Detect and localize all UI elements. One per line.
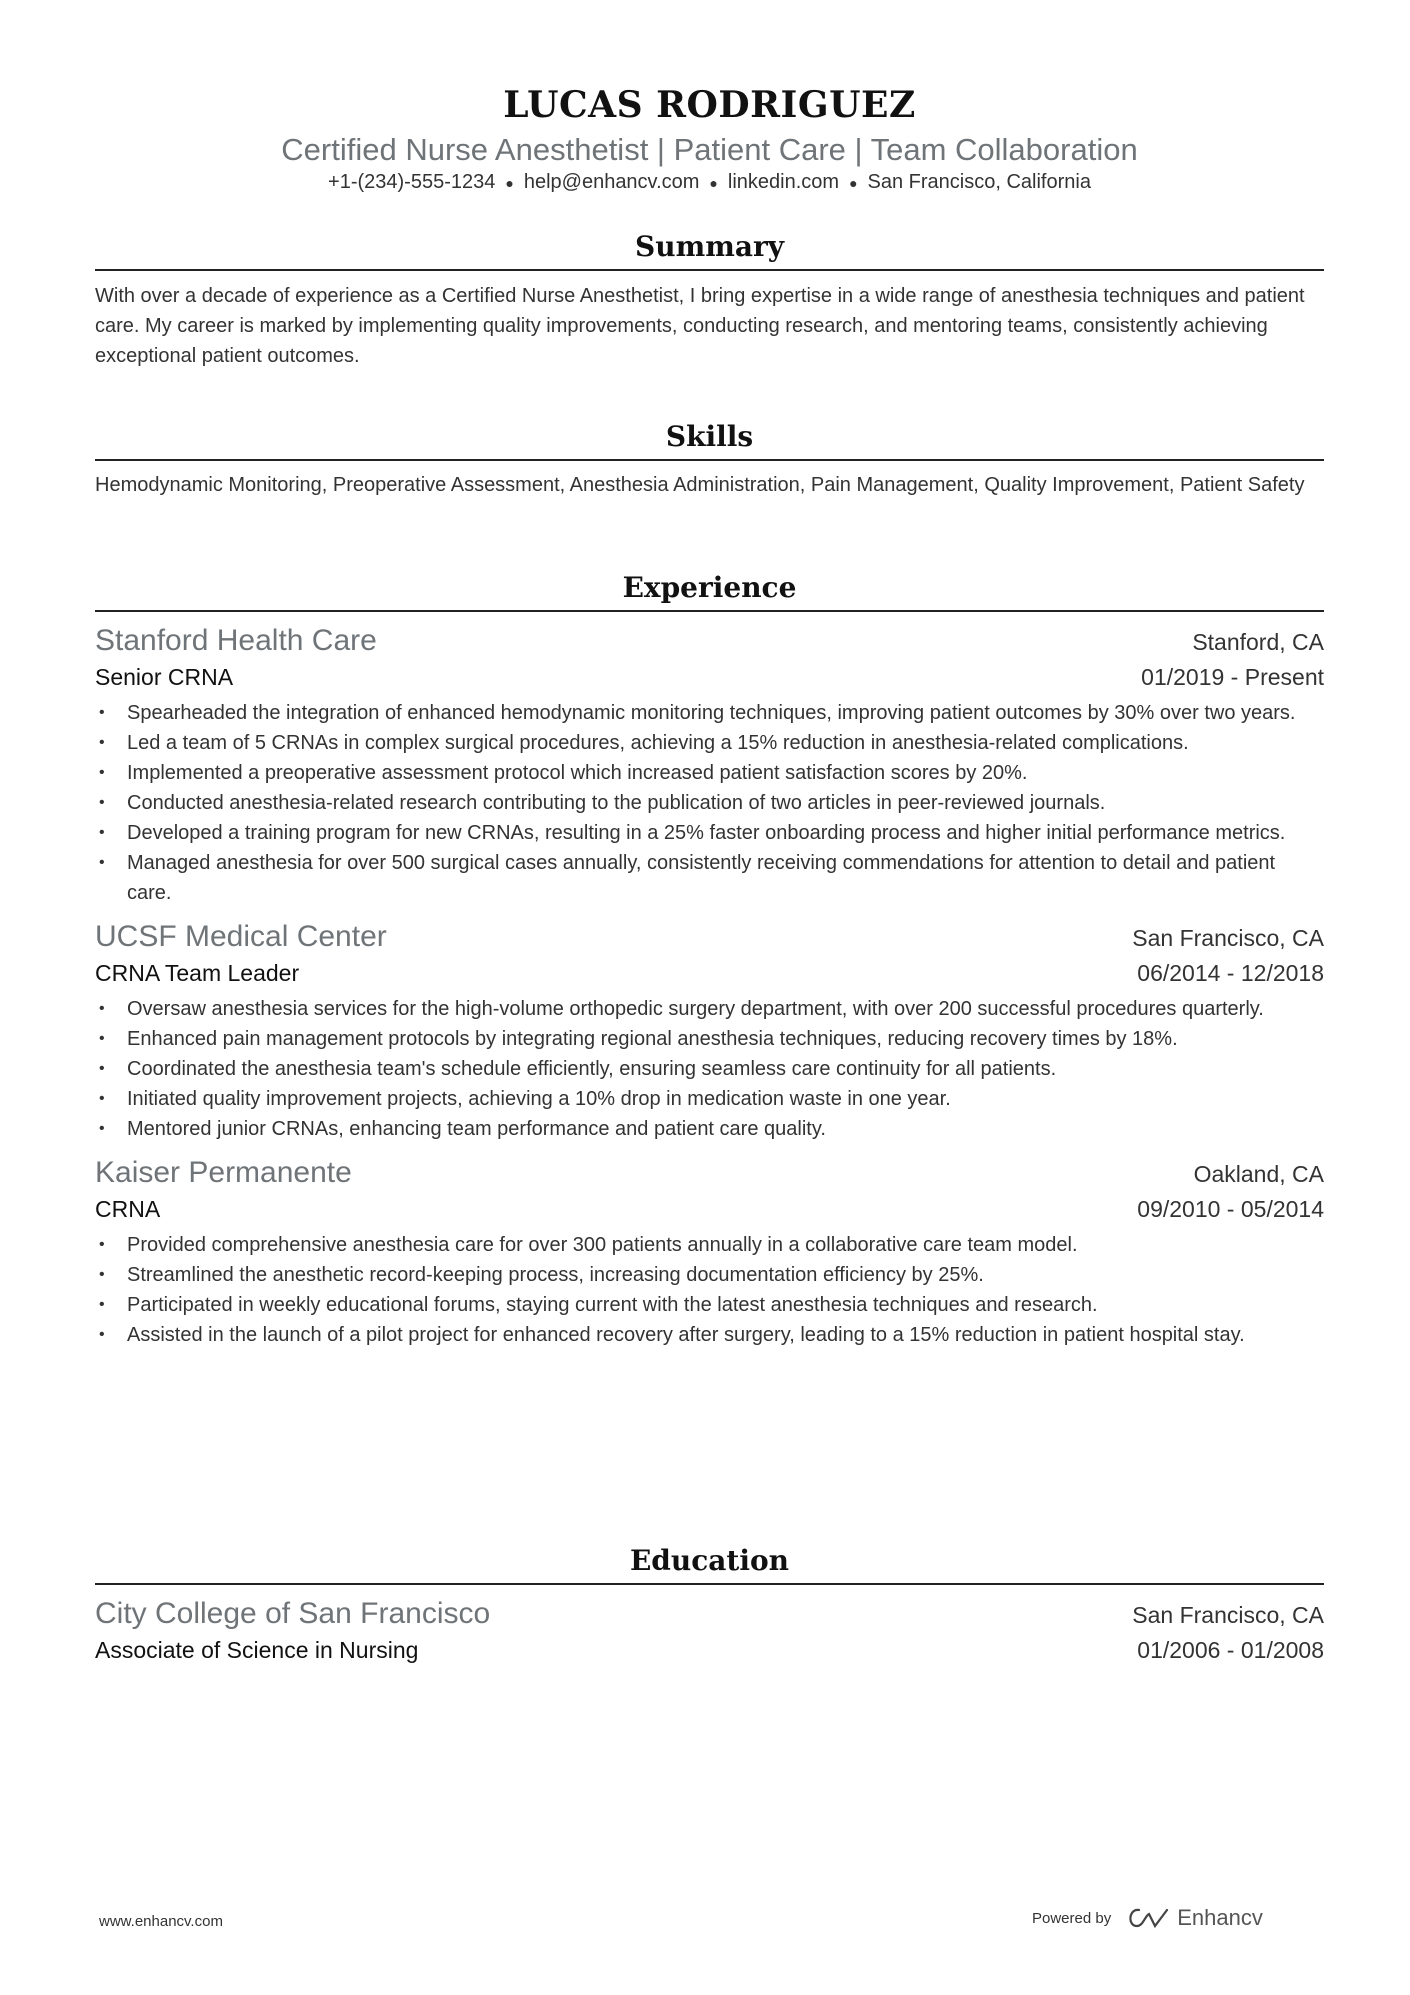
school-name: City College of San Francisco <box>95 1597 491 1630</box>
location: San Francisco, California <box>867 171 1091 193</box>
headline: Certified Nurse Anesthetist | Patient Care | Team Collaboration <box>281 132 1138 167</box>
separator-dot: ● <box>709 174 718 191</box>
bullet-item: • Developed a training program for new CRNAs, resulting in a 25% faster onboarding process and higher initial performance metrics. <box>95 818 1324 848</box>
section-title: Summary <box>635 230 784 263</box>
footer-branding <box>1032 1905 1263 1931</box>
bullet-item: • Mentored junior CRNAs, enhancing team performance and patient care quality. <box>95 1114 1324 1144</box>
bullet-item: • Enhanced pain management protocols by integrating regional anesthesia techniques, reducing recovery times by 18%. <box>95 1024 1324 1054</box>
powered-by-label: Powered by <box>1032 1909 1112 1927</box>
experience-entry <box>95 622 1324 908</box>
enhancv-logo[interactable] <box>1125 1905 1263 1931</box>
section-title: Skills <box>665 420 754 453</box>
bullet-list <box>95 698 1324 908</box>
company-name: Kaiser Permanente <box>95 1156 352 1189</box>
candidate-name: LUCAS RODRIGUEZ <box>503 84 916 126</box>
skills-text: Hemodynamic Monitoring, Preoperative Assessment, Anesthesia Administration, Pain Management, Quality Improvement, Patient Safety <box>95 474 1305 496</box>
skills-section <box>95 417 1324 499</box>
job-location: Stanford, CA <box>1192 629 1324 655</box>
job-dates: 06/2014 - 12/2018 <box>1137 960 1324 986</box>
job-title: CRNA <box>95 1196 161 1222</box>
experience-section <box>95 568 1324 1350</box>
bullet-item: • Streamlined the anesthetic record-keeping process, increasing documentation efficiency by 25%. <box>95 1260 1324 1290</box>
divider <box>95 1583 1324 1585</box>
summary-section <box>95 227 1324 371</box>
bullet-list <box>95 1230 1324 1350</box>
separator-dot: ● <box>505 174 514 191</box>
bullet-item: • Participated in weekly educational forums, staying current with the latest anesthesia techniques and research. <box>95 1290 1324 1320</box>
bullet-item: • Assisted in the launch of a pilot project for enhanced recovery after surgery, leading to a 15% reduction in patient hospital stay. <box>95 1320 1324 1350</box>
company-name: UCSF Medical Center <box>95 920 387 953</box>
bullet-list <box>95 994 1324 1144</box>
section-title: Experience <box>622 571 797 604</box>
job-location: San Francisco, CA <box>1132 925 1324 951</box>
linkedin-link[interactable]: linkedin.com <box>727 171 840 193</box>
degree: Associate of Science in Nursing <box>95 1637 419 1663</box>
divider <box>95 459 1324 461</box>
bullet-item: • Spearheaded the integration of enhanced hemodynamic monitoring techniques, improving patient outcomes by 30% over two years. <box>95 698 1324 728</box>
email-link[interactable]: help@enhancv.com <box>523 171 700 193</box>
education-section <box>95 1541 1324 1667</box>
separator-dot: ● <box>849 174 858 191</box>
phone: +1-(234)-555-1234 <box>328 171 496 193</box>
bullet-item: • Oversaw anesthesia services for the high-volume orthopedic surgery department, with over 200 successful procedures quarterly. <box>95 994 1324 1024</box>
education-entry <box>95 1595 1324 1667</box>
experience-entry <box>95 918 1324 1144</box>
experience-entry <box>95 1154 1324 1350</box>
summary-text: With over a decade of experience as a Certified Nurse Anesthetist, I bring expertise in a wide range of anesthesia techniques and patient care. My career is marked by implementing quality improvements, conducting research, and mentoring teams, consistently achieving exceptional patient outcomes. <box>95 285 1305 367</box>
job-location: Oakland, CA <box>1193 1161 1324 1187</box>
job-dates: 09/2010 - 05/2014 <box>1137 1196 1324 1222</box>
job-dates: 01/2019 - Present <box>1141 664 1324 690</box>
bullet-item: • Initiated quality improvement projects, achieving a 10% drop in medication waste in one year. <box>95 1084 1324 1114</box>
contact-line <box>95 171 1324 194</box>
bullet-item: • Conducted anesthesia-related research contributing to the publication of two articles in peer-reviewed journals. <box>95 788 1324 818</box>
footer-website-link[interactable]: www.enhancv.com <box>99 1913 223 1930</box>
education-dates: 01/2006 - 01/2008 <box>1137 1637 1324 1663</box>
section-title: Education <box>629 1544 790 1577</box>
job-title: Senior CRNA <box>95 664 234 690</box>
bullet-item: • Provided comprehensive anesthesia care for over 300 patients annually in a collaborative care team model. <box>95 1230 1324 1260</box>
divider <box>95 269 1324 271</box>
bullet-item: • Managed anesthesia for over 500 surgical cases annually, consistently receiving commendations for attention to detail and patient care. <box>95 848 1324 908</box>
enhancv-logo-icon <box>1125 1906 1171 1930</box>
job-title: CRNA Team Leader <box>95 960 300 986</box>
company-name: Stanford Health Care <box>95 624 377 657</box>
school-location: San Francisco, CA <box>1132 1602 1324 1628</box>
divider <box>95 610 1324 612</box>
brand-name: Enhancv <box>1177 1905 1263 1930</box>
bullet-item: • Led a team of 5 CRNAs in complex surgical procedures, achieving a 15% reduction in anesthesia-related complications. <box>95 728 1324 758</box>
bullet-item: • Implemented a preoperative assessment protocol which increased patient satisfaction scores by 20%. <box>95 758 1324 788</box>
bullet-item: • Coordinated the anesthesia team's schedule efficiently, ensuring seamless care continuity for all patients. <box>95 1054 1324 1084</box>
